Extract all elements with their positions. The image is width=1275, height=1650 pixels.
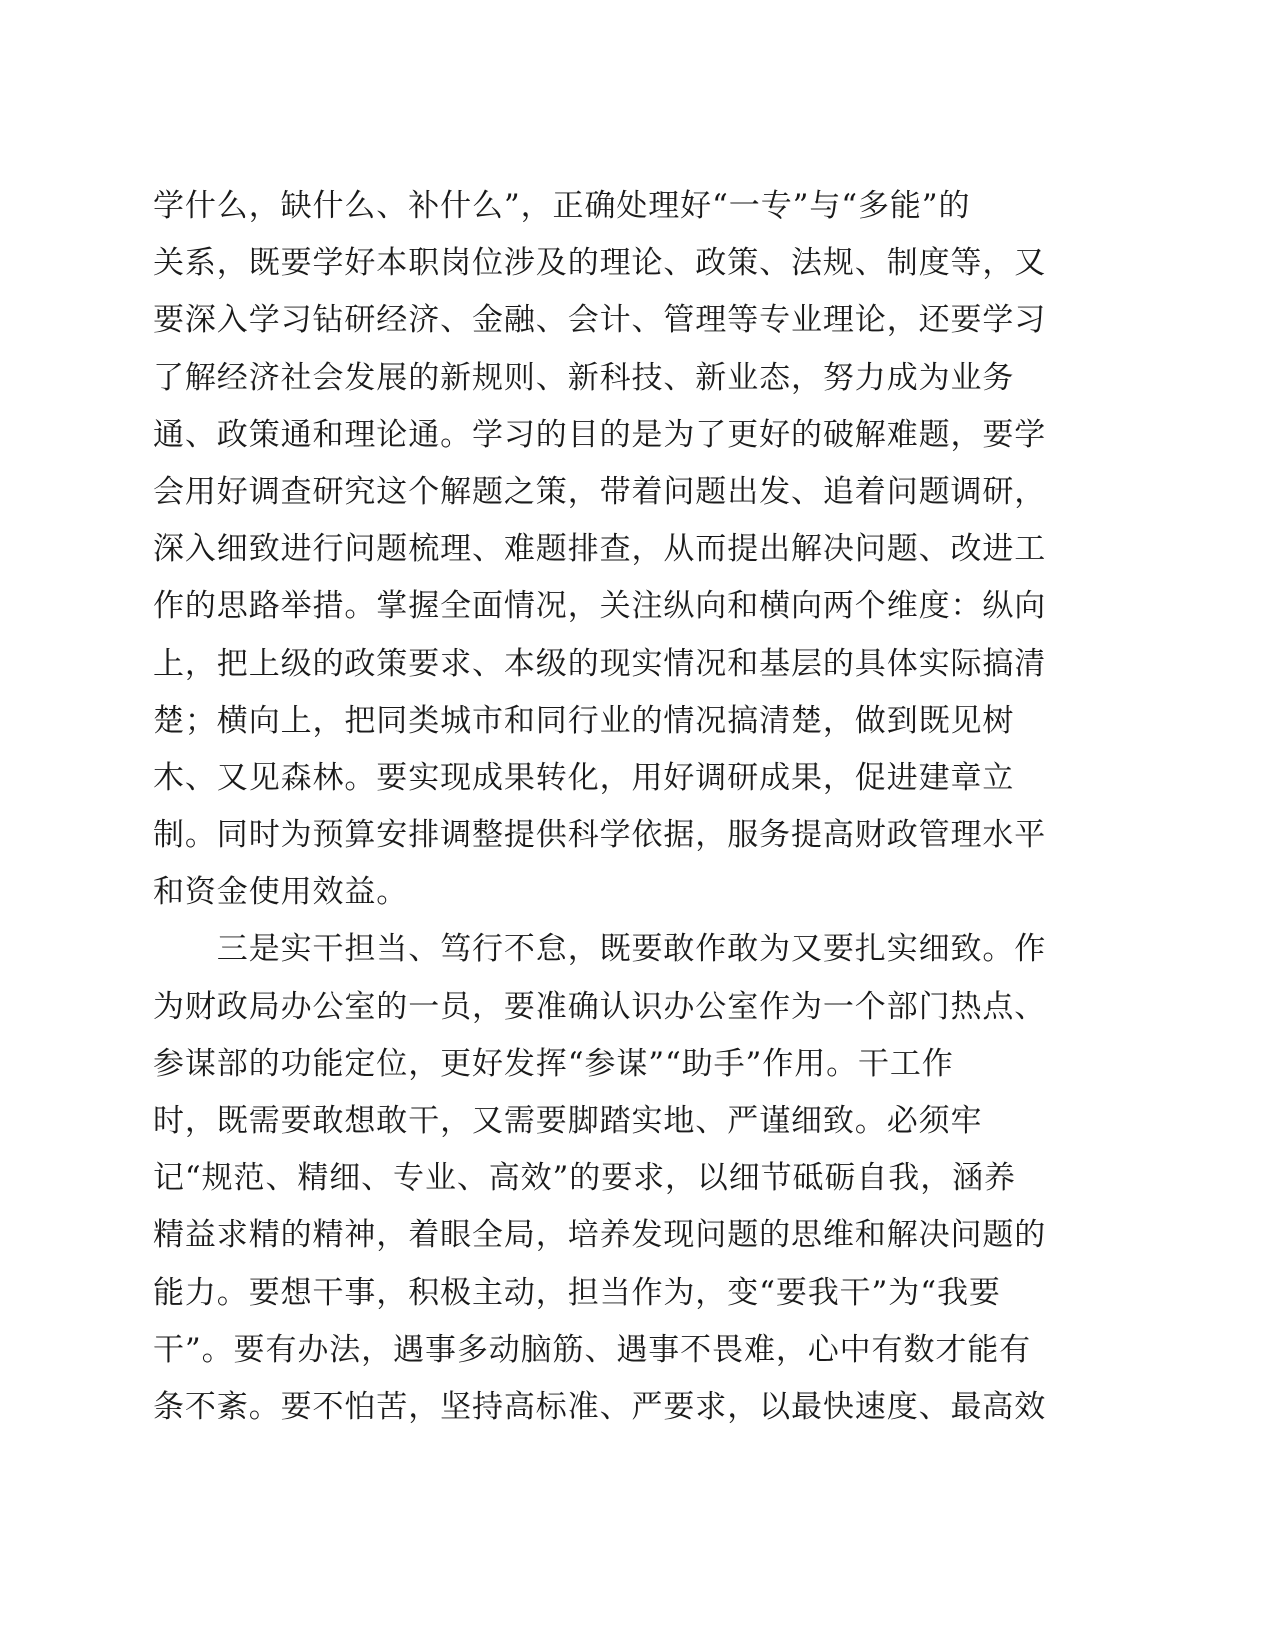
text-line: 记“规范、精细、专业、高效”的要求，以细节砥砺自我，涵养: [153, 1160, 1016, 1197]
text-line: 会用好调查研究这个解题之策，带着问题出发、追着问题调研，: [153, 473, 1047, 510]
text-line: 参谋部的功能定位，更好发挥“参谋”“助手”作用。干工作: [153, 1045, 954, 1082]
text-line: 通、政策通和理论通。学习的目的是为了更好的破解难题，要学: [153, 416, 1047, 453]
text-line: 作的思路举措。掌握全面情况，关注纵向和横向两个维度：纵向: [153, 588, 1047, 625]
text-line: 学什么，缺什么、补什么”，正确处理好“一专”与“多能”的: [153, 188, 971, 224]
text-line: 了解经济社会发展的新规则、新科技、新业态，努力成为业务: [153, 359, 1015, 396]
text-line: 要深入学习钻研经济、金融、会计、管理等专业理论，还要学习: [153, 302, 1047, 339]
text-line: 制。同时为预算安排调整提供科学依据，服务提高财政管理水平: [153, 817, 1047, 854]
text-line: 条不紊。要不怕苦，坚持高标准、严要求，以最快速度、最高效: [153, 1388, 1047, 1425]
text-line: 和资金使用效益。: [153, 874, 409, 911]
paragraph-start-line: 三是实干担当、笃行不怠，既要敢作敢为又要扎实细致。作: [153, 931, 1047, 968]
text-line: 时，既需要敢想敢干，又需要脚踏实地、严谨细致。必须牢: [153, 1103, 983, 1139]
text-line: 精益求精的精神，着眼全局，培养发现问题的思维和解决问题的: [153, 1217, 1047, 1254]
text-line: 木、又见森林。要实现成果转化，用好调研成果，促进建章立: [153, 759, 1015, 796]
text-line: 上，把上级的政策要求、本级的现实情况和基层的具体实际搞清: [153, 645, 1047, 682]
text-line: 楚；横向上，把同类城市和同行业的情况搞清楚，做到既见树: [153, 702, 1015, 739]
text-line: 为财政局办公室的一员，要准确认识办公室作为一个部门热点、: [153, 988, 1047, 1025]
body-text: [153, 178, 1093, 1436]
text-line: 深入细致进行问题梳理、难题排查，从而提出解决问题、改进工: [153, 531, 1047, 568]
text-line: 关系，既要学好本职岗位涉及的理论、政策、法规、制度等，又: [153, 245, 1047, 282]
text-line: 能力。要想干事，积极主动，担当作为，变“要我干”为“我要: [153, 1274, 1001, 1311]
text-line: 干”。要有办法，遇事多动脑筋、遇事不畏难，心中有数才能有: [153, 1331, 1032, 1368]
